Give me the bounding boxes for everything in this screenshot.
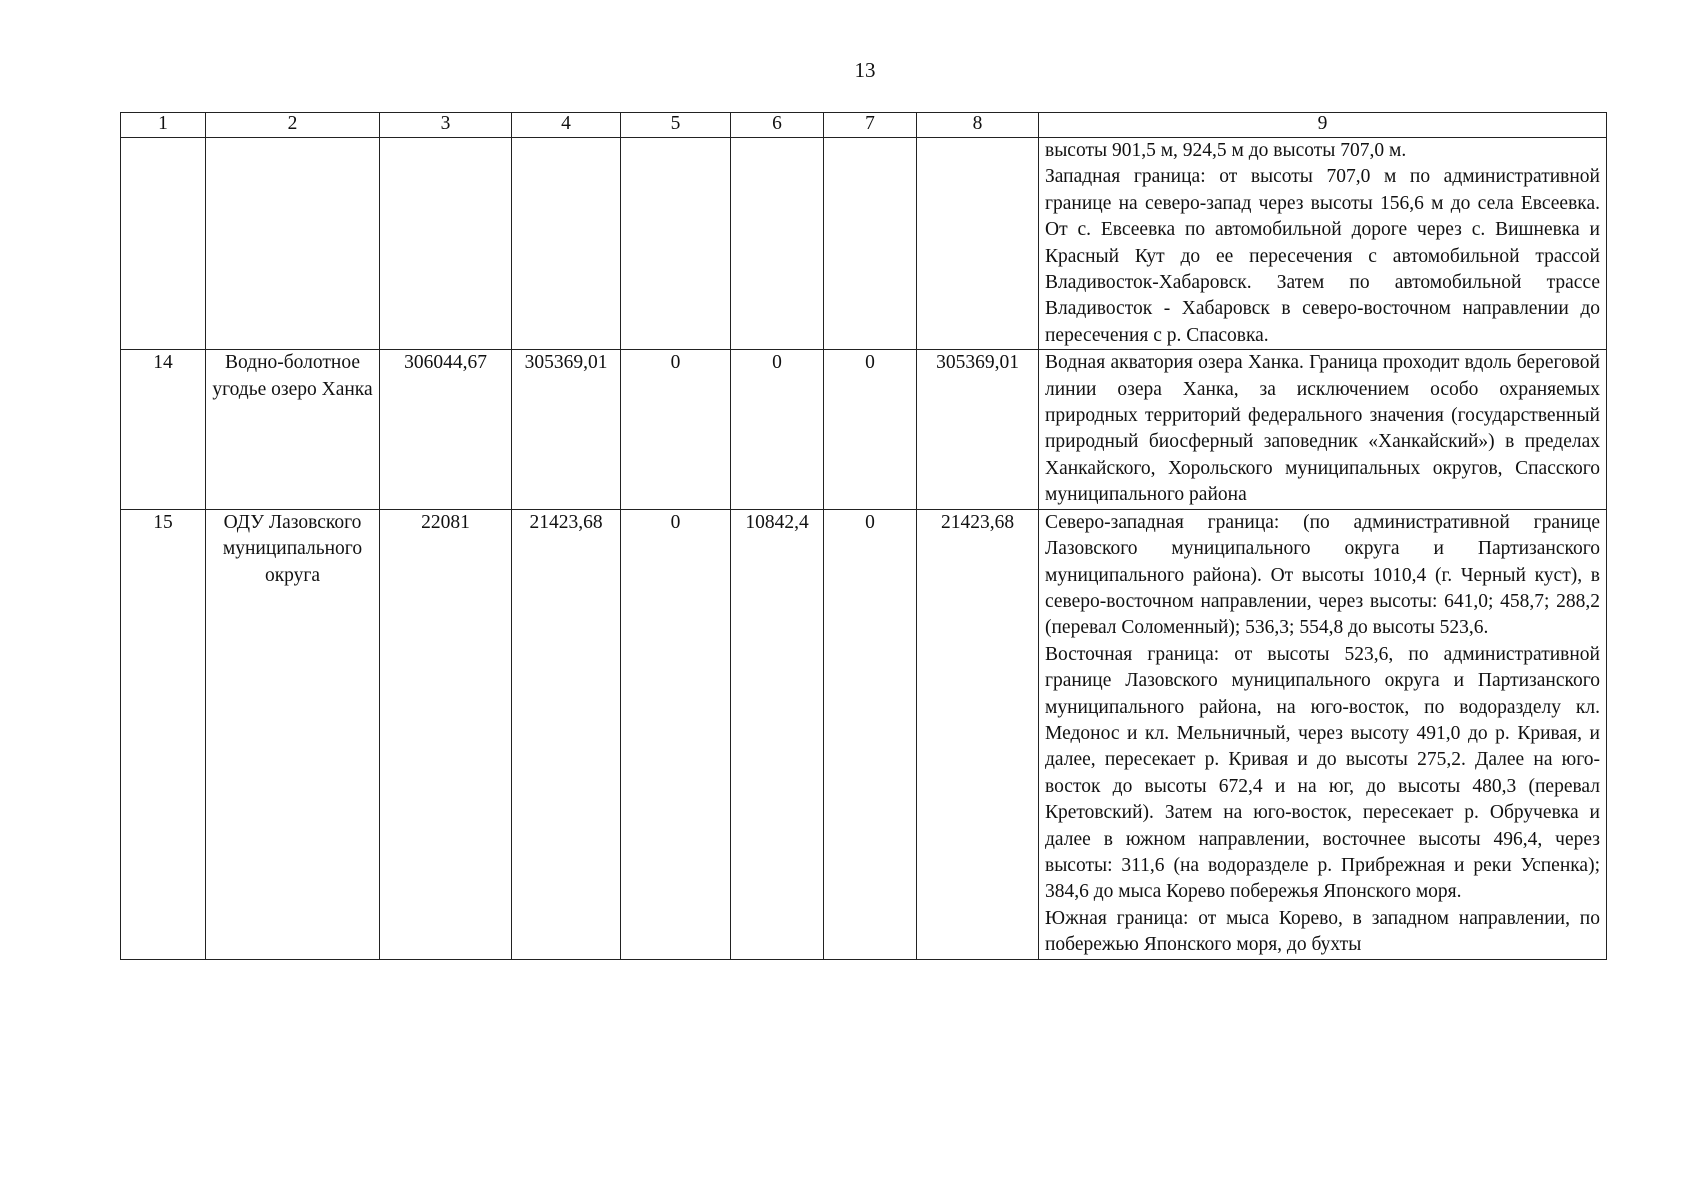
column-header: 8 [917, 113, 1039, 138]
cell-name: ОДУ Лазовского муниципального округа [206, 509, 380, 959]
cell-value: 22081 [380, 509, 512, 959]
cell-value: 306044,67 [380, 350, 512, 509]
cell-name: Водно-болотное угодье озеро Ханка [206, 350, 380, 509]
cell-name [206, 138, 380, 350]
column-header: 2 [206, 113, 380, 138]
column-header: 6 [731, 113, 824, 138]
cell-description [1039, 509, 1607, 959]
description-paragraph: Северо-западная граница: (по административной границе Лазовского муниципального округа и Партизанского муниципального района). От высоты 1010,4 (г. Черный куст), в северо-восточном направлении, через высоты: 641,0; 458,7; 288,2 (перевал Соломенный); 536,3; 554,8 до высоты 523,6. [1045, 511, 1600, 639]
column-header: 3 [380, 113, 512, 138]
cell-number: 15 [121, 509, 206, 959]
column-header: 9 [1039, 113, 1607, 138]
column-header: 5 [621, 113, 731, 138]
cell-number: 14 [121, 350, 206, 509]
cell-value: 0 [824, 509, 917, 959]
column-header: 4 [512, 113, 621, 138]
cell-value: 0 [621, 350, 731, 509]
cell-value: 21423,68 [512, 509, 621, 959]
cell-value: 0 [824, 350, 917, 509]
cell-value: 0 [621, 509, 731, 959]
description-paragraph: Западная граница: от высоты 707,0 м по административной границе на северо-запад через высоты 156,6 м до села Евсеевка. От с. Евсеевка по автомобильной дороге через с. Вишневка и Красный Кут до ее пересечения с автомобильной трассой Владивосток-Хабаровск. Затем по автомобильной трассе Владивосток - Хабаровск в северо-восточном направлении до пересечения с р. Спасовка. [1045, 166, 1600, 346]
page-number: 13 [854, 58, 876, 82]
cell-description [1039, 350, 1607, 509]
cell-value [380, 138, 512, 350]
description-paragraph: высоты 901,5 м, 924,5 м до высоты 707,0 м. [1045, 140, 1407, 161]
territory-table [120, 112, 1607, 960]
table-row [121, 350, 1607, 509]
description-paragraph: Южная граница: от мыса Корево, в западном направлении, по побережью Японского моря, до бухты [1045, 907, 1600, 956]
table-row [121, 509, 1607, 959]
table-header-row [121, 113, 1607, 138]
cell-value: 305369,01 [512, 350, 621, 509]
description-paragraph: Восточная граница: от высоты 523,6, по административной границе Лазовского муниципального округа и Партизанского муниципального района, на юго-восток, по водоразделу кл. Медонос и кл. Мельничный, через высоту 491,0 до р. Кривая, и далее, пересекает р. Кривая и до высоты 275,2. Далее на юго-восток до высоты 672,4 и на юг, до высоты 480,3 (перевал Кретовский). Затем на юго-восток, пересекает р. Обручевка и далее в южном направлении, восточнее высоты 496,4, через высоты: 311,6 (на водоразделе р. Прибрежная и реки Успенка); 384,6 до мыса Корево побережья Японского моря. [1045, 643, 1600, 903]
cell-value: 21423,68 [917, 509, 1039, 959]
column-header: 7 [824, 113, 917, 138]
table-row [121, 138, 1607, 350]
cell-value: 305369,01 [917, 350, 1039, 509]
column-header: 1 [121, 113, 206, 138]
cell-value [512, 138, 621, 350]
cell-number [121, 138, 206, 350]
cell-value [621, 138, 731, 350]
cell-value [824, 138, 917, 350]
description-paragraph: Водная акватория озера Ханка. Граница проходит вдоль береговой линии озера Ханка, за исключением особо охраняемых природных территорий федерального значения (государственный природный биосферный заповедник «Ханкайский») в пределах Ханкайского, Хорольского муниципальных округов, Спасского муниципального района [1045, 352, 1600, 506]
cell-value: 10842,4 [731, 509, 824, 959]
cell-description [1039, 138, 1607, 350]
cell-value: 0 [731, 350, 824, 509]
cell-value [731, 138, 824, 350]
cell-value [917, 138, 1039, 350]
